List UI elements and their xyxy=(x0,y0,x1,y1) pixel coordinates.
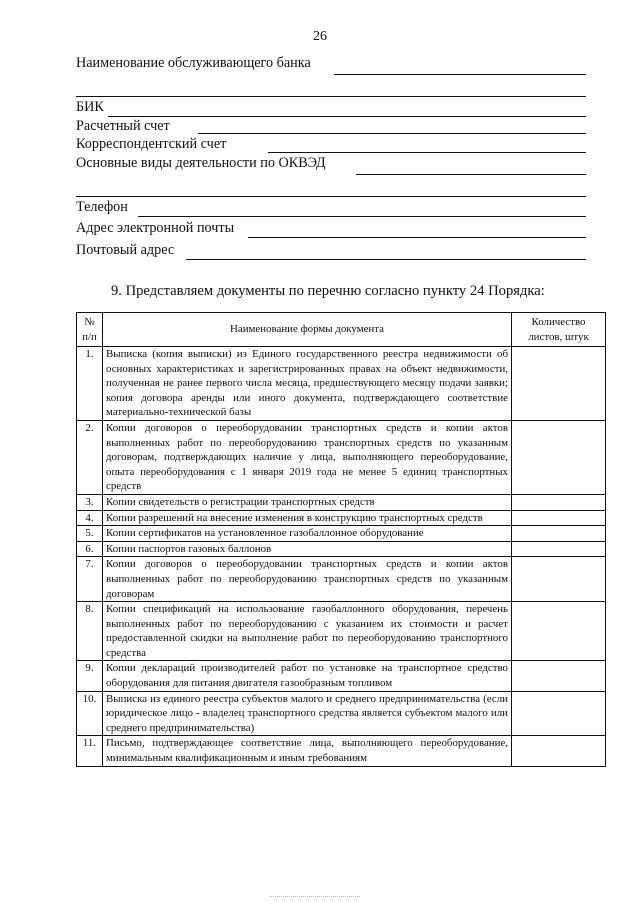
row-num: 9. xyxy=(77,661,103,691)
postal-address-line[interactable] xyxy=(186,259,586,260)
email-label: Адрес электронной почты xyxy=(76,220,235,236)
settlement-account-line[interactable] xyxy=(198,133,586,134)
header-num: № п/п xyxy=(77,313,103,347)
bank-name-line-2[interactable] xyxy=(76,96,586,97)
row-document-name: Копии паспортов газовых баллонов xyxy=(103,541,512,557)
row-num: 1. xyxy=(77,347,103,421)
table-row xyxy=(77,602,606,661)
table-row xyxy=(77,494,606,510)
bik-line[interactable] xyxy=(108,116,586,117)
table-row xyxy=(77,661,606,691)
okved-line[interactable] xyxy=(356,174,586,175)
row-sheet-count[interactable] xyxy=(512,661,606,691)
row-document-name: Копии свидетельств о регистрации транспортных средств xyxy=(103,494,512,510)
row-sheet-count[interactable] xyxy=(512,736,606,766)
row-num: 2. xyxy=(77,420,103,494)
okved-line-2[interactable] xyxy=(76,196,586,197)
phone-label: Телефон xyxy=(76,199,128,215)
header-count: Количество листов, штук xyxy=(512,313,606,347)
table-row xyxy=(77,347,606,421)
table-row xyxy=(77,736,606,766)
row-num: 10. xyxy=(77,691,103,736)
scan-artifact-line xyxy=(270,896,360,897)
row-sheet-count[interactable] xyxy=(512,691,606,736)
row-document-name: Копии деклараций производителей работ по установке на транспортное средство оборудования для питания двигателя газообразным топливом xyxy=(103,661,512,691)
row-document-name: Копии договоров о переоборудовании транспортных средств и копии актов выполненных работ по переоборудованию транспортных средств по указанным договорам, подтверждающих наличие у лица, выполняющего переоборудование, опыта переоборудования с 1 января 2019 года не менее 5 единиц транспортных средств xyxy=(103,420,512,494)
row-sheet-count[interactable] xyxy=(512,420,606,494)
header-name: Наименование формы документа xyxy=(103,313,512,347)
row-num: 11. xyxy=(77,736,103,766)
settlement-account-label: Расчетный счет xyxy=(76,118,170,134)
section-heading: 9. Представляем документы по перечню согласно пункту 24 Порядка: xyxy=(111,283,545,299)
row-sheet-count[interactable] xyxy=(512,557,606,602)
page-number: 26 xyxy=(313,29,327,44)
phone-line[interactable] xyxy=(138,216,586,217)
table-row xyxy=(77,557,606,602)
bank-name-line[interactable] xyxy=(334,74,586,75)
documents-table xyxy=(76,312,606,767)
row-num: 5. xyxy=(77,526,103,542)
okved-label: Основные виды деятельности по ОКВЭД xyxy=(76,155,326,171)
row-sheet-count[interactable] xyxy=(512,526,606,542)
row-num: 8. xyxy=(77,602,103,661)
row-sheet-count[interactable] xyxy=(512,541,606,557)
row-document-name: Выписка из единого реестра субъектов малого и среднего предпринимательства (если юридическое лицо - владелец транспортного средства является субъектом малого или среднего предпринимательства) xyxy=(103,691,512,736)
table-row xyxy=(77,541,606,557)
row-num: 4. xyxy=(77,510,103,526)
row-sheet-count[interactable] xyxy=(512,347,606,421)
row-num: 6. xyxy=(77,541,103,557)
bik-label: БИК xyxy=(76,99,104,115)
table-row xyxy=(77,691,606,736)
row-sheet-count[interactable] xyxy=(512,510,606,526)
row-document-name: Копии спецификаций на использование газобаллонного оборудования, перечень выполненных работ по переоборудованию с указанием их стоимости и расчет предоставленной скидки на выполнение работ по переоборудованию транспортного средства xyxy=(103,602,512,661)
table-row xyxy=(77,526,606,542)
email-line[interactable] xyxy=(248,237,586,238)
row-sheet-count[interactable] xyxy=(512,602,606,661)
row-document-name: Выписка (копия выписки) из Единого государственного реестра недвижимости об основных характеристиках и зарегистрированных правах на объект недвижимости, полученная не ранее первого числа месяца, предшествующего месяцу подачи заявки; копия договора аренды или иного документа, подтверждающего соответствие материально-технической базы xyxy=(103,347,512,421)
row-document-name: Копии разрешений на внесение изменения в конструкцию транспортных средств xyxy=(103,510,512,526)
postal-address-label: Почтовый адрес xyxy=(76,242,175,258)
table-row xyxy=(77,420,606,494)
row-document-name: Копии договоров о переоборудовании транспортных средств и копии актов выполненных работ по переоборудованию транспортных средств по указанным договорам xyxy=(103,557,512,602)
row-sheet-count[interactable] xyxy=(512,494,606,510)
bank-name-label: Наименование обслуживающего банка xyxy=(76,55,311,71)
correspondent-account-label: Корреспондентский счет xyxy=(76,136,227,152)
row-document-name: Копии сертификатов на установленное газобаллонное оборудование xyxy=(103,526,512,542)
table-row xyxy=(77,510,606,526)
table-header-row xyxy=(77,313,606,347)
row-document-name: Письмо, подтверждающее соответствие лица, выполняющего переоборудование, минимальным квалификационным и иным требованиям xyxy=(103,736,512,766)
correspondent-account-line[interactable] xyxy=(268,152,586,153)
row-num: 7. xyxy=(77,557,103,602)
row-num: 3. xyxy=(77,494,103,510)
